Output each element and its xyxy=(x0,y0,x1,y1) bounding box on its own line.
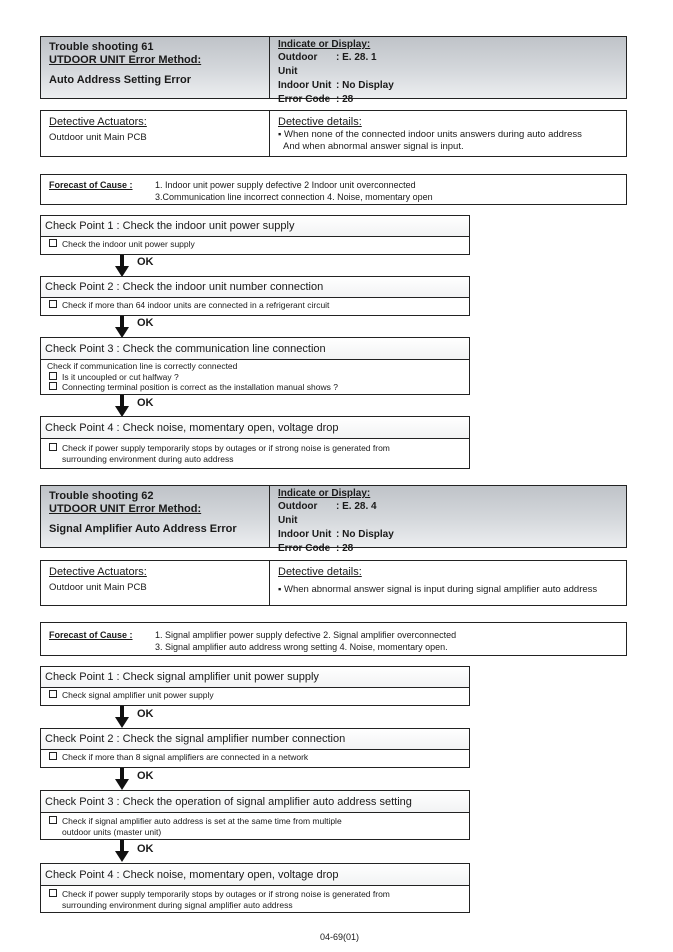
trouble-61-title: Trouble shooting 61 xyxy=(49,41,154,53)
checkbox-icon xyxy=(49,443,57,451)
check-point-title: Check Point 2 : Check the signal amplifier number connection xyxy=(41,729,469,750)
forecast-line: 3. Signal amplifier auto address wrong setting 4. Noise, momentary open. xyxy=(155,642,448,652)
check-point-title: Check Point 3 : Check the operation of signal amplifier auto address setting xyxy=(41,791,469,813)
checkbox-icon xyxy=(49,300,57,308)
detective-actuators-value: Outdoor unit Main PCB xyxy=(49,582,147,593)
indoor-unit-value: : No Display xyxy=(336,529,394,540)
arrow-down-icon xyxy=(115,840,129,862)
trouble-62-indicate-block xyxy=(270,486,626,554)
forecast-label: Forecast of Cause : xyxy=(49,180,133,190)
forecast-line: 1. Signal amplifier power supply defective 2. Signal amplifier overconnected xyxy=(155,630,457,640)
trouble-62-detective xyxy=(40,560,627,606)
outdoor-unit-value: : E. 28. 1 xyxy=(336,52,377,63)
ok-label: OK xyxy=(137,397,154,409)
check-point-3 xyxy=(40,790,470,840)
ok-label: OK xyxy=(137,770,154,782)
error-code-label: Error Code xyxy=(278,543,331,554)
forecast-line: 3.Communication line incorrect connection 4. Noise, momentary open xyxy=(155,192,433,202)
check-item: Check the indoor unit power supply xyxy=(62,239,195,249)
page-number: 04-69(01) xyxy=(320,932,360,942)
checkbox-icon xyxy=(49,239,57,247)
checkbox-icon xyxy=(49,690,57,698)
check-item-continued: outdoor units (master unit) xyxy=(62,826,162,837)
detective-details-line: ▪ When abnormal answer signal is input during signal amplifier auto address xyxy=(278,584,598,595)
trouble-61-detective xyxy=(40,110,627,157)
checkbox-icon xyxy=(49,889,57,897)
outdoor-unit-label: Outdoor Unit xyxy=(278,52,318,77)
detective-details-line: And when abnormal answer signal is input. xyxy=(283,141,464,152)
detective-actuators-label: Detective Actuators: xyxy=(49,566,147,578)
arrow-down-icon xyxy=(115,255,129,277)
check-point-1 xyxy=(40,215,470,255)
check-point-4 xyxy=(40,863,470,913)
trouble-61-error-name: Auto Address Setting Error xyxy=(49,74,191,86)
trouble-62-header xyxy=(40,485,627,554)
check-item: Connecting terminal position is correct as the installation manual shows ? xyxy=(62,382,338,392)
trouble-62-method: UTDOOR UNIT Error Method: xyxy=(49,503,202,515)
trouble-62-title-block xyxy=(41,486,270,547)
detective-details-label: Detective details: xyxy=(278,116,362,128)
detective-details-label: Detective details: xyxy=(278,566,362,578)
trouble-61-method: UTDOOR UNIT Error Method: xyxy=(49,54,202,66)
trouble-61-title-block xyxy=(41,37,270,98)
checkbox-icon xyxy=(49,382,57,390)
check-item: Check if signal amplifier auto address is set at the same time from multiple xyxy=(62,816,342,826)
check-point-title: Check Point 2 : Check the indoor unit number connection xyxy=(41,277,469,298)
check-item: Check if power supply temporarily stops by outages or if strong noise is generated from xyxy=(62,443,390,453)
indoor-unit-label: Indoor Unit xyxy=(278,529,332,540)
arrow-down-icon xyxy=(115,768,129,790)
trouble-62-forecast xyxy=(40,622,627,656)
checkbox-icon xyxy=(49,752,57,760)
check-point-2 xyxy=(40,276,470,316)
error-code-value: : 28 xyxy=(336,94,354,105)
trouble-62-error-name: Signal Amplifier Auto Address Error xyxy=(49,523,237,535)
forecast-label: Forecast of Cause : xyxy=(49,630,133,640)
check-item-continued: surrounding environment during signal amplifier auto address xyxy=(62,899,293,910)
check-point-title: Check Point 1 : Check the indoor unit power supply xyxy=(41,216,469,237)
check-point-3 xyxy=(40,337,470,395)
check-item: Check signal amplifier unit power supply xyxy=(62,690,214,700)
check-point-1 xyxy=(40,666,470,706)
indoor-unit-value: : No Display xyxy=(336,80,394,91)
trouble-61-forecast xyxy=(40,174,627,205)
ok-label: OK xyxy=(137,708,154,720)
arrow-down-icon xyxy=(115,706,129,728)
error-code-label: Error Code xyxy=(278,94,331,105)
check-point-4 xyxy=(40,416,470,469)
trouble-61-indicate-block xyxy=(270,37,626,105)
check-item: Check if more than 8 signal amplifiers are connected in a network xyxy=(62,752,309,762)
check-item: Check if more than 64 indoor units are connected in a refrigerant circuit xyxy=(62,300,330,310)
arrow-down-icon xyxy=(115,395,129,417)
detective-actuators-label: Detective Actuators: xyxy=(49,116,147,128)
error-code-value: : 28 xyxy=(336,543,354,554)
trouble-61-header xyxy=(40,36,627,105)
indicate-label: Indicate or Display: xyxy=(278,488,371,499)
check-item: Is it uncoupled or cut halfway ? xyxy=(62,371,179,382)
check-point-title: Check Point 1 : Check signal amplifier unit power supply xyxy=(41,667,469,688)
detective-details-line: ▪ When none of the connected indoor units answers during auto address xyxy=(278,129,582,140)
check-point-title: Check Point 3 : Check the communication line connection xyxy=(41,338,469,360)
trouble-62-title: Trouble shooting 62 xyxy=(49,490,154,502)
outdoor-unit-label: Outdoor Unit xyxy=(278,501,318,526)
checkbox-icon xyxy=(49,372,57,380)
ok-label: OK xyxy=(137,317,154,329)
indicate-label: Indicate or Display: xyxy=(278,39,371,50)
indoor-unit-label: Indoor Unit xyxy=(278,80,332,91)
detective-actuators-value: Outdoor unit Main PCB xyxy=(49,132,147,143)
ok-label: OK xyxy=(137,843,154,855)
arrow-down-icon xyxy=(115,316,129,338)
check-point-2 xyxy=(40,728,470,768)
check-point-title: Check Point 4 : Check noise, momentary open, voltage drop xyxy=(41,417,469,439)
outdoor-unit-value: : E. 28. 4 xyxy=(336,501,377,512)
checkbox-icon xyxy=(49,816,57,824)
check-item: Check if power supply temporarily stops by outages or if strong noise is generated from xyxy=(62,889,390,899)
forecast-line: 1. Indoor unit power supply defective 2 Indoor unit overconnected xyxy=(155,180,416,190)
ok-label: OK xyxy=(137,256,154,268)
check-item-continued: surrounding environment during auto address xyxy=(62,453,234,464)
check-point-title: Check Point 4 : Check noise, momentary open, voltage drop xyxy=(41,864,469,886)
check-intro: Check if communication line is correctly connected xyxy=(47,361,238,371)
